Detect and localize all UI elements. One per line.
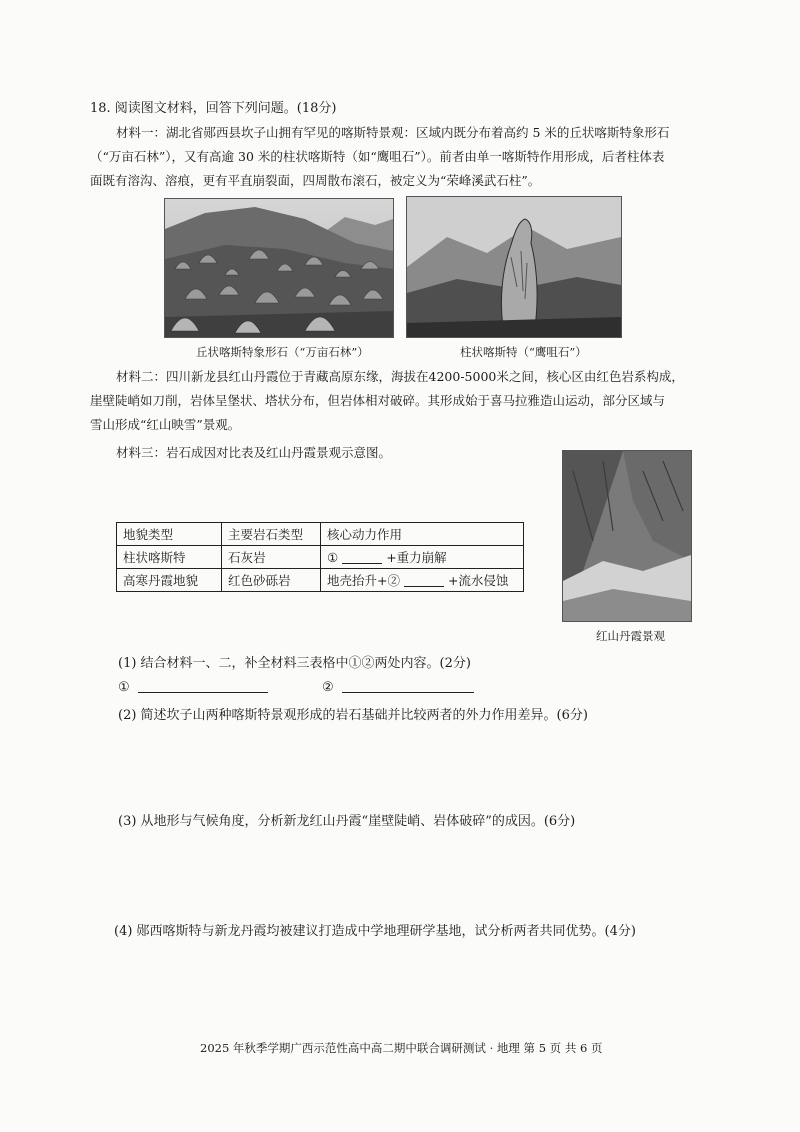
subquestion-4: (4) 郧西喀斯特与新龙丹霞均被建议打造成中学地理研学基地，试分析两者共同优势。(4分) [114, 924, 636, 939]
material3-line: 材料三：岩石成因对比表及红山丹霞景观示意图。 [116, 445, 392, 460]
stone-forest-photo [164, 198, 394, 338]
material1-line-3: 面既有溶沟、溶痕，更有平直崩裂面，四周散布滚石，被定义为“荣峰溪武石柱”。 [90, 173, 541, 188]
process-suffix: +重力崩解 [386, 550, 447, 565]
answer-label-2: ② [322, 680, 334, 695]
material2-line-3: 雪山形成“红山映雪”景观。 [90, 417, 241, 432]
stone-forest-caption: 丘状喀斯特象形石（“万亩石林”） [196, 345, 369, 359]
danxia-photo [562, 450, 692, 622]
material2-line-2: 崖壁陡峭如刀削，岩体呈堡状、塔状分布，但岩体相对破碎。其形成始于喜马拉雅造山运动，部分区域与 [90, 393, 666, 408]
subquestion-1: (1) 结合材料一、二，补全材料三表格中①②两处内容。(2分) [118, 656, 471, 671]
subquestion-2: (2) 简述坎子山两种喀斯特景观形成的岩石基础并比较两者的外力作用差异。(6分) [118, 708, 588, 723]
answer-blank-2[interactable] [404, 574, 444, 587]
rock-pillar-caption: 柱状喀斯特（“鹰咀石”） [460, 345, 587, 359]
question-title: 18. 阅读图文材料，回答下列问题。(18分) [90, 101, 337, 116]
answer-label-1: ① [118, 680, 130, 695]
answer-line-2[interactable] [342, 680, 474, 693]
subquestion-3: (3) 从地形与气候角度，分析新龙红山丹霞“崖壁陡峭、岩体破碎”的成因。(6分) [118, 814, 576, 829]
process-suffix: +流水侵蚀 [447, 573, 509, 588]
danxia-caption: 红山丹霞景观 [596, 629, 665, 643]
process-prefix: ① [327, 550, 339, 565]
cell-core-process [321, 569, 524, 592]
rock-pillar-photo [406, 196, 622, 338]
landform-table [116, 522, 524, 592]
header-rock-type: 主要岩石类型 [222, 523, 321, 546]
header-landform-type: 地貌类型 [117, 523, 222, 546]
answer-line-1[interactable] [138, 680, 268, 693]
material1-line-1: 材料一：湖北省郧西县坎子山拥有罕见的喀斯特景观：区域内既分布着高约 5 米的丘状喀斯特象形石 [116, 125, 670, 140]
answer-blank-1[interactable] [342, 551, 382, 564]
cell-rock-type: 红色砂砾岩 [222, 569, 321, 592]
cell-landform-type: 柱状喀斯特 [117, 546, 222, 569]
process-prefix: 地壳抬升+② [327, 573, 400, 588]
cell-landform-type: 高寒丹霞地貌 [117, 569, 222, 592]
material1-line-2: （“万亩石林”），又有高逾 30 米的柱状喀斯特（如“鹰咀石”）。前者由单一喀斯特作用形成，后者柱体表 [90, 149, 665, 164]
cell-rock-type: 石灰岩 [222, 546, 321, 569]
table-row [117, 546, 524, 569]
table-header-row [117, 523, 524, 546]
table-row [117, 569, 524, 592]
material2-line-1: 材料二：四川新龙县红山丹霞位于青藏高原东缘，海拔在4200-5000米之间，核心区由红色岩系构成， [116, 369, 684, 384]
answer-field-1[interactable] [118, 680, 268, 695]
cell-core-process [321, 546, 524, 569]
page-footer: 2025 年秋季学期广西示范性高中高二期中联合调研测试 · 地理 第 5 页 共 6 页 [200, 1041, 603, 1055]
answer-field-2[interactable] [322, 680, 474, 695]
header-core-process: 核心动力作用 [321, 523, 524, 546]
